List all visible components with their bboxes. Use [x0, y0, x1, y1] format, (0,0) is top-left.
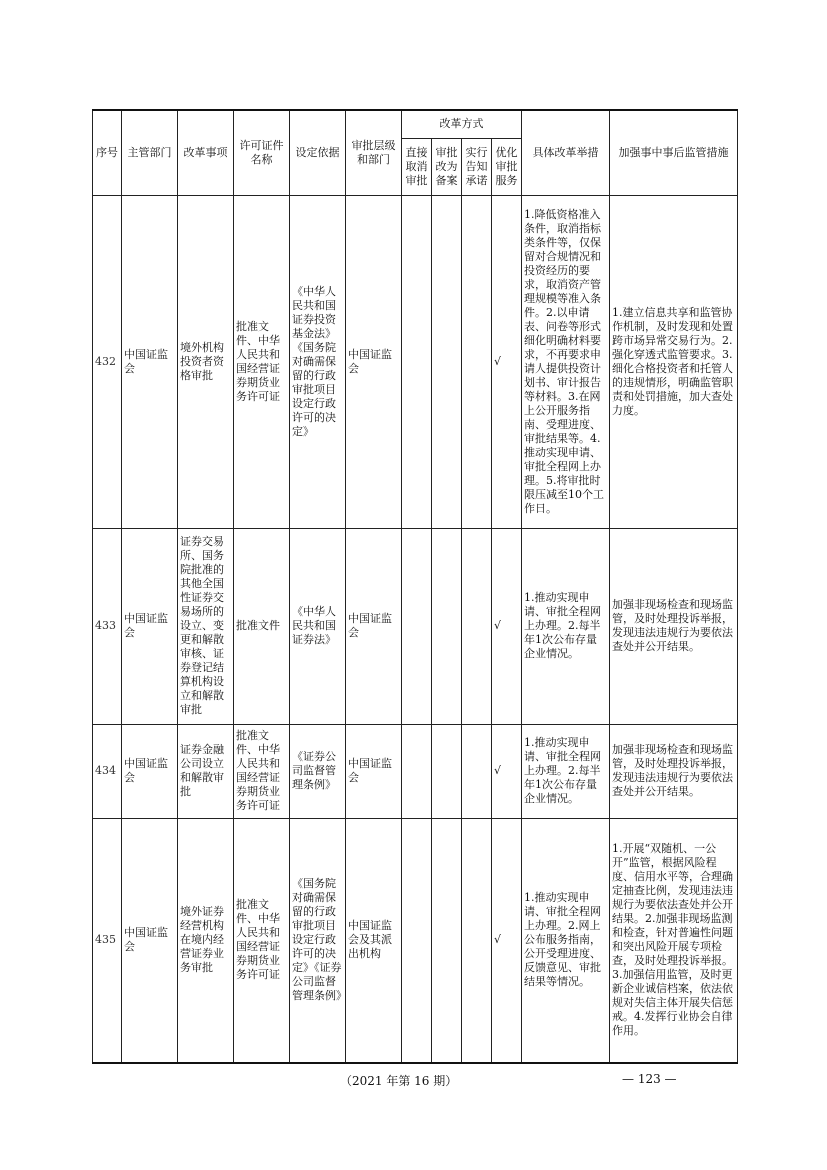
row-mode-cancel [402, 528, 432, 724]
row-mode-filing [432, 195, 462, 528]
header-basis: 设定依据 [290, 110, 346, 195]
row-supervision: 加强非现场检查和现场监管，及时处理投诉举报，发现违法违规行为要依法查处并公开结果。 [610, 724, 738, 818]
row-mode-optimize: √ [492, 724, 522, 818]
header-mode-cancel: 直接取消审批 [402, 138, 432, 195]
row-mode-cancel [402, 195, 432, 528]
row-basis: 《中华人民共和国证券投资基金法》《国务院对确需保留的行政审批项目设定行政许可的决定》 [290, 195, 346, 528]
header-seq: 序号 [93, 110, 122, 195]
row-license: 批准文件 [234, 528, 290, 724]
row-mode-filing [432, 528, 462, 724]
row-department: 中国证监会 [122, 818, 178, 1063]
table-row [93, 818, 738, 1063]
header-level: 审批层级和部门 [346, 110, 402, 195]
row-seq: 435 [93, 818, 122, 1063]
table-row [93, 195, 738, 528]
page-number: — 123 — [622, 1072, 677, 1086]
row-item: 证券交易所、国务院批准的其他全国性证券交易场所的设立、变更和解散审核、证券登记结算机构设立和解散审批 [178, 528, 234, 724]
header-mode-filing: 审批改为备案 [432, 138, 462, 195]
row-measures: 1.推动实现申请、审批全程网上办理。2.每半年1次公布存量企业情况。 [522, 724, 610, 818]
row-department: 中国证监会 [122, 528, 178, 724]
row-mode-optimize: √ [492, 195, 522, 528]
row-mode-cancel [402, 724, 432, 818]
row-level: 中国证监会 [346, 528, 402, 724]
row-department: 中国证监会 [122, 724, 178, 818]
row-supervision: 1.开展“双随机、一公开”监管，根据风险程度、信用水平等，合理确定抽查比例，发现违法违规行为要依法查处并公开结果。2.加强非现场监测和检查，针对普遍性问题和突出风险开展专项检查，及时处理投诉举报。3.加强信用监管，及时更新企业诚信档案，依法依规对失信主体开展失信惩戒。4.发挥行业协会自律作用。 [610, 818, 738, 1063]
row-level: 中国证监会及其派出机构 [346, 818, 402, 1063]
row-mode-commitment [462, 818, 492, 1063]
issue-label: （2021 年第 16 期） [340, 1074, 458, 1088]
row-level: 中国证监会 [346, 724, 402, 818]
row-item: 境外机构投资者资格审批 [178, 195, 234, 528]
header-measures: 具体改革举措 [522, 110, 610, 195]
header-department: 主管部门 [122, 110, 178, 195]
row-measures: 1.降低资格准入条件，取消指标类条件等，仅保留对合规情况和投资经历的要求，取消资产管理规模等准入条件。2.以申请表、问卷等形式细化明确材料要求，不再要求申请人提供投资计划书、审计报告等材料。3.在网上公开服务指南、受理进度、审批结果等。4.推动实现申请、审批全程网上办理。5.将审批时限压减至10个工作日。 [522, 195, 610, 528]
row-item: 境外证券经营机构在境内经营证券业务审批 [178, 818, 234, 1063]
row-supervision: 加强非现场检查和现场监管，及时处理投诉举报，发现违法违规行为要依法查处并公开结果。 [610, 528, 738, 724]
row-mode-filing [432, 818, 462, 1063]
row-mode-filing [432, 724, 462, 818]
header-supervision: 加强事中事后监管措施 [610, 110, 738, 195]
row-level: 中国证监会 [346, 195, 402, 528]
row-mode-cancel [402, 818, 432, 1063]
row-basis: 《中华人民共和国证券法》 [290, 528, 346, 724]
row-department: 中国证监会 [122, 195, 178, 528]
table-row [93, 528, 738, 724]
table-row [93, 724, 738, 818]
row-seq: 433 [93, 528, 122, 724]
header-license: 许可证件名称 [234, 110, 290, 195]
row-mode-optimize: √ [492, 528, 522, 724]
row-license: 批准文件、中华人民共和国经营证券期货业务许可证 [234, 195, 290, 528]
row-basis: 《国务院对确需保留的行政审批项目设定行政许可的决定》《证券公司监督管理条例》 [290, 818, 346, 1063]
row-mode-commitment [462, 195, 492, 528]
row-supervision: 1.建立信息共享和监管协作机制，及时发现和处置跨市场异常交易行为。2.强化穿透式监管要求。3.细化合格投资者和托管人的违规情形，明确监管职责和处罚措施，加大查处力度。 [610, 195, 738, 528]
header-mode-commitment: 实行告知承诺 [462, 138, 492, 195]
row-mode-commitment [462, 724, 492, 818]
row-mode-commitment [462, 528, 492, 724]
row-seq: 432 [93, 195, 122, 528]
row-measures: 1.推动实现申请、审批全程网上办理。2.网上公布服务指南，公开受理进度、反馈意见、审批结果等情况。 [522, 818, 610, 1063]
header-mode-group: 改革方式 [402, 110, 522, 138]
row-mode-optimize: √ [492, 818, 522, 1063]
row-license: 批准文件、中华人民共和国经营证券期货业务许可证 [234, 818, 290, 1063]
header-item: 改革事项 [178, 110, 234, 195]
row-basis: 《证券公司监督管理条例》 [290, 724, 346, 818]
policy-table [92, 109, 738, 1064]
header-mode-optimize: 优化审批服务 [492, 138, 522, 195]
row-license: 批准文件、中华人民共和国经营证券期货业务许可证 [234, 724, 290, 818]
row-item: 证券金融公司设立和解散审批 [178, 724, 234, 818]
row-measures: 1.推动实现申请、审批全程网上办理。2.每半年1次公布存量企业情况。 [522, 528, 610, 724]
row-seq: 434 [93, 724, 122, 818]
